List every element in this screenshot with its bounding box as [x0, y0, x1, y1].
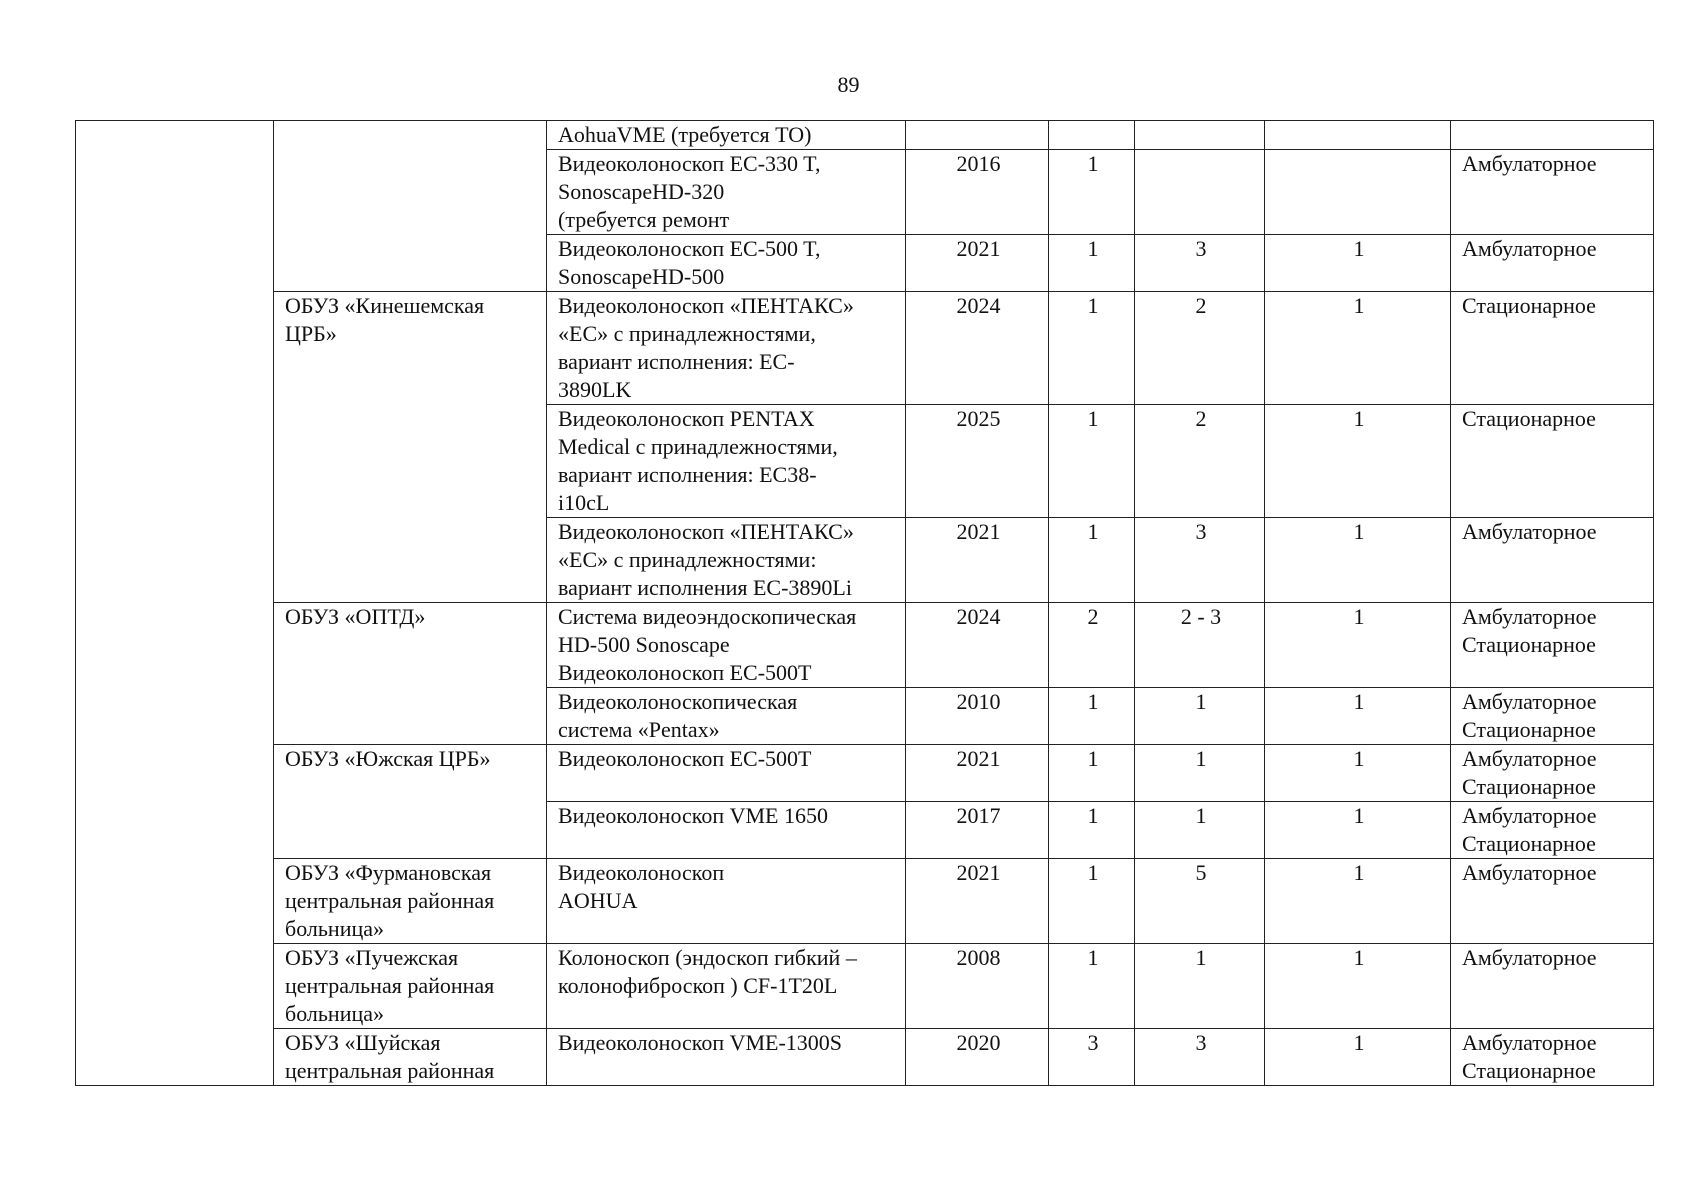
device-cell: Видеоколоноскопическая система «Pentax»: [547, 688, 906, 745]
year-cell: 2021: [906, 235, 1049, 292]
value-a-cell: 2 - 3: [1135, 603, 1265, 688]
device-cell: Видеоколоноскоп «ПЕНТАКС» «EC» с принадлежностями, вариант исполнения: EC- 3890LK: [547, 292, 906, 405]
value-a-cell: 1: [1135, 745, 1265, 802]
value-a-cell: [1135, 121, 1265, 150]
quantity-cell: 1: [1049, 150, 1135, 235]
value-b-cell: 1: [1265, 235, 1451, 292]
organization-cell: ОБУЗ «ОПТД»: [274, 603, 547, 745]
value-a-cell: 3: [1135, 1029, 1265, 1086]
year-cell: 2020: [906, 1029, 1049, 1086]
year-cell: 2024: [906, 292, 1049, 405]
value-b-cell: 1: [1265, 292, 1451, 405]
quantity-cell: 1: [1049, 859, 1135, 944]
year-cell: 2021: [906, 518, 1049, 603]
device-cell: Видеоколоноскоп «ПЕНТАКС» «EC» с принадлежностями: вариант исполнения EC-3890Li: [547, 518, 906, 603]
value-b-cell: 1: [1265, 859, 1451, 944]
care-mode-cell: Стационарное: [1451, 405, 1654, 518]
value-a-cell: 1: [1135, 688, 1265, 745]
care-mode-cell: Амбулаторное Стационарное: [1451, 745, 1654, 802]
care-mode-cell: Амбулаторное: [1451, 859, 1654, 944]
device-cell: Видеоколоноскоп EC-500T: [547, 745, 906, 802]
quantity-cell: 1: [1049, 518, 1135, 603]
quantity-cell: 1: [1049, 802, 1135, 859]
year-cell: [906, 121, 1049, 150]
quantity-cell: 1: [1049, 944, 1135, 1029]
value-b-cell: 1: [1265, 405, 1451, 518]
table-row: [76, 603, 1654, 688]
value-a-cell: 1: [1135, 944, 1265, 1029]
table-body: [76, 121, 1654, 1086]
value-b-cell: [1265, 121, 1451, 150]
care-mode-cell: Амбулаторное Стационарное: [1451, 802, 1654, 859]
organization-cell: ОБУЗ «Пучежская центральная районная больница»: [274, 944, 547, 1029]
value-a-cell: [1135, 150, 1265, 235]
device-cell: Видеоколоноскоп VME-1300S: [547, 1029, 906, 1086]
quantity-cell: 3: [1049, 1029, 1135, 1086]
care-mode-cell: Амбулаторное Стационарное: [1451, 1029, 1654, 1086]
value-b-cell: 1: [1265, 688, 1451, 745]
care-mode-cell: [1451, 121, 1654, 150]
value-a-cell: 3: [1135, 518, 1265, 603]
quantity-cell: 2: [1049, 603, 1135, 688]
table-row: [76, 745, 1654, 802]
care-mode-cell: Стационарное: [1451, 292, 1654, 405]
table-row: [76, 859, 1654, 944]
value-a-cell: 2: [1135, 405, 1265, 518]
value-b-cell: 1: [1265, 944, 1451, 1029]
care-mode-cell: Амбулаторное: [1451, 518, 1654, 603]
care-mode-cell: Амбулаторное: [1451, 944, 1654, 1029]
value-a-cell: 3: [1135, 235, 1265, 292]
page-number: 89: [837, 72, 860, 97]
quantity-cell: 1: [1049, 688, 1135, 745]
device-cell: AohuaVME (требуется ТО): [547, 121, 906, 150]
year-cell: 2017: [906, 802, 1049, 859]
device-cell: Видеоколоноскоп AOHUA: [547, 859, 906, 944]
care-mode-cell: Амбулаторное: [1451, 150, 1654, 235]
organization-cell: ОБУЗ «Южская ЦРБ»: [274, 745, 547, 859]
device-cell: Система видеоэндоскопическая HD-500 Sonoscape Видеоколоноскоп EC-500T: [547, 603, 906, 688]
value-b-cell: 1: [1265, 745, 1451, 802]
device-cell: Колоноскоп (эндоскоп гибкий – колонофиброскоп ) CF-1T20L: [547, 944, 906, 1029]
year-cell: 2025: [906, 405, 1049, 518]
year-cell: 2021: [906, 745, 1049, 802]
device-cell: Видеоколоноскоп PENTAX Medical с принадлежностями, вариант исполнения: EC38- i10cL: [547, 405, 906, 518]
region-cell: [76, 121, 274, 1086]
value-b-cell: 1: [1265, 1029, 1451, 1086]
year-cell: 2008: [906, 944, 1049, 1029]
value-b-cell: 1: [1265, 802, 1451, 859]
year-cell: 2024: [906, 603, 1049, 688]
organization-cell: ОБУЗ «Фурмановская центральная районная больница»: [274, 859, 547, 944]
value-a-cell: 1: [1135, 802, 1265, 859]
year-cell: 2016: [906, 150, 1049, 235]
equipment-table: [75, 120, 1654, 1086]
value-a-cell: 2: [1135, 292, 1265, 405]
care-mode-cell: Амбулаторное: [1451, 235, 1654, 292]
value-b-cell: [1265, 150, 1451, 235]
device-cell: Видеоколоноскоп VME 1650: [547, 802, 906, 859]
table-row: [76, 1029, 1654, 1086]
value-a-cell: 5: [1135, 859, 1265, 944]
year-cell: 2021: [906, 859, 1049, 944]
year-cell: 2010: [906, 688, 1049, 745]
table-row: [76, 121, 1654, 150]
organization-cell: ОБУЗ «Кинешемская ЦРБ»: [274, 292, 547, 603]
quantity-cell: 1: [1049, 745, 1135, 802]
quantity-cell: [1049, 121, 1135, 150]
value-b-cell: 1: [1265, 518, 1451, 603]
organization-cell: ОБУЗ «Шуйская центральная районная: [274, 1029, 547, 1086]
value-b-cell: 1: [1265, 603, 1451, 688]
quantity-cell: 1: [1049, 405, 1135, 518]
care-mode-cell: Амбулаторное Стационарное: [1451, 603, 1654, 688]
device-cell: Видеоколоноскоп EC-330 T, SonoscapeHD-320 (требуется ремонт: [547, 150, 906, 235]
table-row: [76, 292, 1654, 405]
care-mode-cell: Амбулаторное Стационарное: [1451, 688, 1654, 745]
organization-cell: [274, 121, 547, 292]
quantity-cell: 1: [1049, 235, 1135, 292]
quantity-cell: 1: [1049, 292, 1135, 405]
table-row: [76, 944, 1654, 1029]
device-cell: Видеоколоноскоп EC-500 T, SonoscapeHD-500: [547, 235, 906, 292]
